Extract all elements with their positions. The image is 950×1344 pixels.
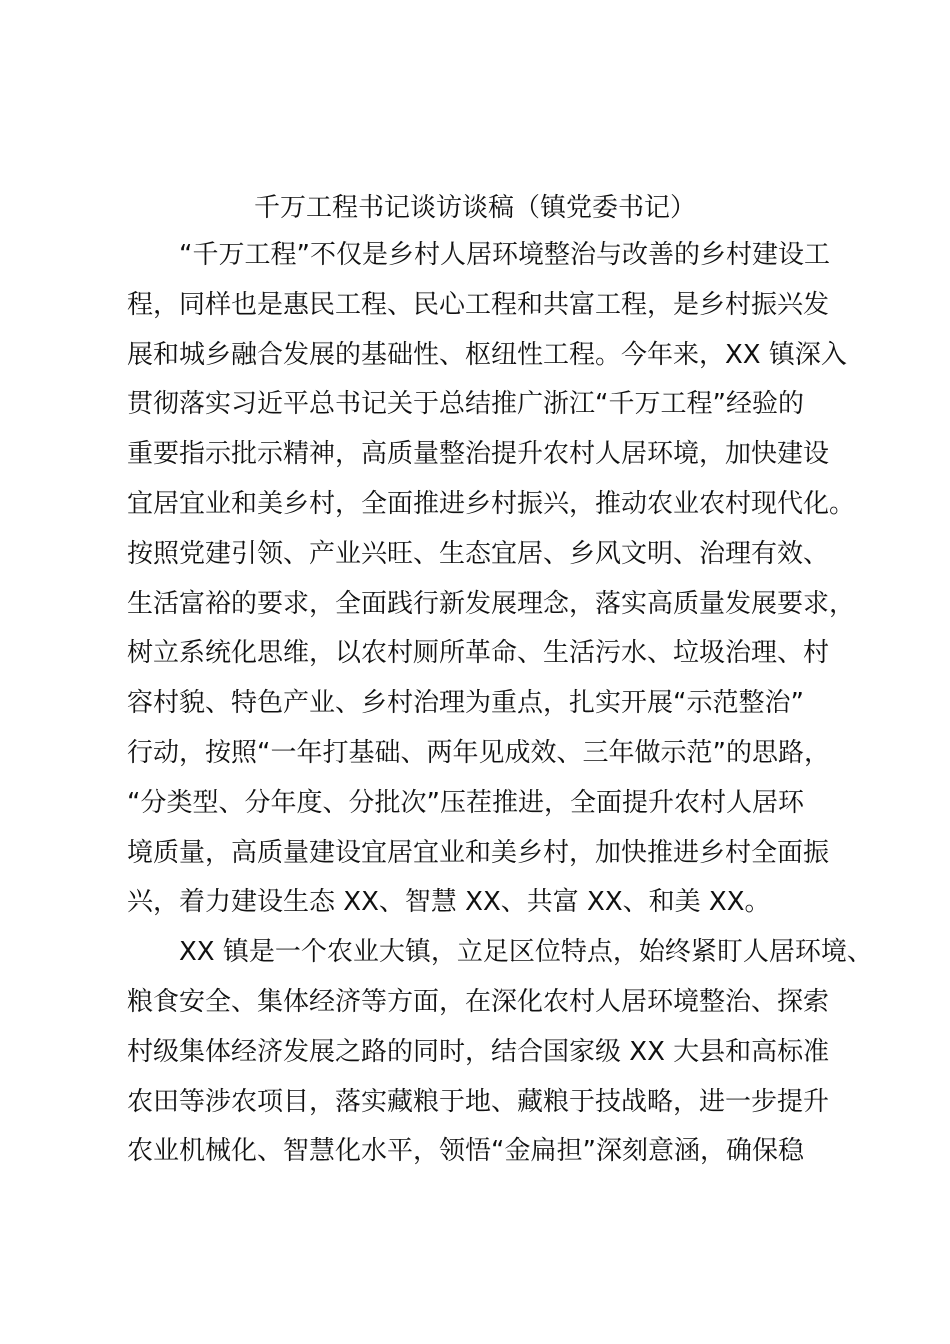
text-line: “千万工程”不仅是乡村人居环境整治与改善的乡村建设工 — [179, 240, 830, 270]
text-line: 村级集体经济发展之路的同时，结合国家级 XX 大县和高标准 — [127, 1036, 830, 1067]
text-line: 贯彻落实习近平总书记关于总结推广浙江“千万工程”经验的 — [127, 389, 804, 420]
document-body — [127, 231, 873, 1177]
text-line: 兴，着力建设生态 XX、智慧 XX、共富 XX、和美 XX。 — [127, 887, 771, 918]
text-line: 宜居宜业和美乡村，全面推进乡村振兴，推动农业农村现代化。 — [127, 488, 856, 519]
text-line: “分类型、分年度、分批次”压茬推进，全面提升农村人居环 — [127, 787, 804, 818]
text-line: 重要指示批示精神，高质量整治提升农村人居环境，加快建设 — [127, 439, 830, 470]
paragraph-2 — [127, 928, 873, 1177]
document-title: 千万工程书记谈访谈稿（镇党委书记） — [253, 193, 696, 223]
text-line: 粮食安全、集体经济等方面，在深化农村人居环境整治、探索 — [127, 986, 830, 1017]
text-line: 生活富裕的要求，全面践行新发展理念，落实高质量发展要求， — [127, 588, 856, 619]
text-line: XX 镇是一个农业大镇，立足区位特点，始终紧盯人居环境、 — [179, 937, 873, 968]
text-line: 境质量，高质量建设宜居宜业和美乡村，加快推进乡村全面振 — [127, 837, 830, 868]
text-line: 程，同样也是惠民工程、民心工程和共富工程，是乡村振兴发 — [127, 289, 830, 320]
text-line: 展和城乡融合发展的基础性、枢纽性工程。今年来，XX 镇深入 — [127, 339, 847, 370]
paragraph-1 — [127, 231, 857, 928]
text-line: 农田等涉农项目，落实藏粮于地、藏粮于技战略，进一步提升 — [127, 1086, 830, 1117]
text-line: 农业机械化、智慧化水平，领悟“金扁担”深刻意涵，确保稳 — [127, 1136, 804, 1167]
text-line: 行动，按照“一年打基础、两年见成效、三年做示范”的思路， — [127, 737, 830, 768]
text-line: 容村貌、特色产业、乡村治理为重点，扎实开展“示范整治” — [127, 688, 804, 719]
text-line: 树立系统化思维，以农村厕所革命、生活污水、垃圾治理、村 — [127, 638, 830, 669]
text-line: 按照党建引领、产业兴旺、生态宜居、乡风文明、治理有效、 — [127, 538, 830, 569]
